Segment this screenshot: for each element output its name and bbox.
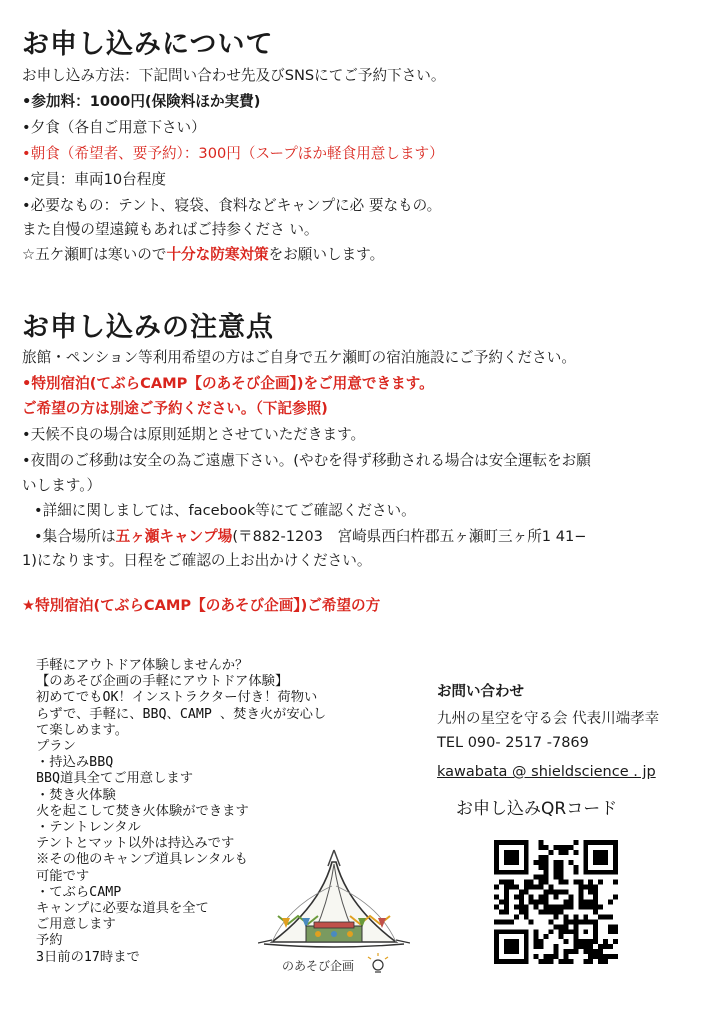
capacity-note: •定員：車両10台程度	[22, 171, 166, 188]
weather-note: •天候不良の場合は原則延期とさせていただきます。	[22, 426, 366, 443]
section-heading-notes: お申し込みの注意点	[22, 312, 274, 343]
special-stay-heading: ★特別宿泊(てぶらCAMP【のあそび企画】)ご希望の方	[22, 597, 381, 614]
camp-plan-line: ・焚き火体験	[36, 787, 116, 803]
lodging-note: 旅館・ペンション等利用希望の方はご自身で五ケ瀬町の宿泊施設にご予約ください。	[22, 349, 576, 366]
night-travel-line1: •夜間のご移動は安全の為ご遠慮下さい。(やむを得ず移動される場合は安全運転をお願	[22, 452, 591, 469]
details-note: •詳細に関しましては、facebook等にてご確認ください。	[34, 502, 416, 519]
camp-plan-line: 3日前の17時まで	[36, 949, 140, 965]
cold-warning-pre: ☆五ケ瀬町は寒いので	[22, 246, 167, 263]
dinner-note: •夕食（各自ご用意下さい）	[22, 119, 206, 136]
telescope-note: また自慢の望遠鏡もあればご持参くださ い。	[22, 221, 319, 238]
meeting-place-line2: 1)になります。日程をご確認の上お出かけください。	[22, 552, 372, 569]
camp-plan-line: ・持込みBBQ	[36, 755, 114, 771]
required-items: •必要なもの：テント、寝袋、食料などキャンプに必 要なもの。	[22, 197, 442, 214]
contact-email[interactable]: kawabata @ shieldscience . jp	[437, 764, 656, 780]
participation-fee: •参加料：1000円(保険料ほか実費)	[22, 93, 261, 110]
section-heading-application: お申し込みについて	[22, 29, 274, 60]
camp-plan-line: 予約	[36, 933, 63, 949]
camp-plan-line: 初めてでもOK！インストラクター付き！荷物い	[36, 690, 318, 706]
breakfast-note: •朝食（希望者、要予約）：300円（スープほか軽食用意します）	[22, 145, 444, 162]
camp-plan-line: キャンプに必要な道具を全て	[36, 901, 209, 916]
camp-plan-line: ・テントレンタル	[36, 820, 141, 835]
contact-title: お問い合わせ	[437, 684, 524, 700]
application-method: お申し込み方法：下記問い合わせ先及びSNSにてご予約下さい。	[22, 67, 446, 84]
camp-plan-line: ・てぶらCAMP	[36, 884, 122, 900]
qr-code-label: お申し込みQRコード	[456, 799, 618, 819]
camp-plan-line: プラン	[36, 739, 76, 754]
camp-plan-line: 可能です	[36, 868, 90, 884]
cold-warning	[22, 245, 384, 265]
camp-plan-line: ご用意します	[36, 917, 116, 933]
cold-warning-emphasis: 十分な防寒対策	[166, 246, 269, 263]
camp-plan-line: 手軽にアウトドア体験しませんか？	[36, 658, 249, 673]
special-stay-line2: ご希望の方は別途ご予約ください。（下記参照)	[22, 400, 328, 417]
camp-plan-line: ※その他のキャンプ道具レンタルも	[36, 852, 248, 868]
camp-plan-line: テントとマット以外は持込みです	[36, 836, 235, 852]
qr-code[interactable]	[494, 840, 618, 964]
cold-warning-post: をお願いします。	[268, 246, 385, 263]
meeting-place	[34, 527, 587, 547]
camp-plan-line: 火を起こして焚き火体験ができます	[36, 803, 249, 819]
night-travel-line2: いします。）	[22, 477, 102, 494]
contact-phone[interactable]: TEL 090- 2517 -7869	[437, 735, 589, 751]
meeting-place-pre: •集合場所は	[34, 528, 116, 545]
meeting-place-venue: 五ヶ瀬キャンプ場	[115, 528, 233, 545]
special-stay-line1: •特別宿泊(てぶらCAMP【のあそび企画】)をご用意できます。	[22, 375, 434, 392]
contact-organization: 九州の星空を守る会 代表川端孝幸	[437, 711, 660, 727]
camp-plan-line: BBQ道具全てご用意します	[36, 771, 193, 787]
camp-plan-line: らずで、手軽に、BBQ、CAMP 、焚き火が安心し	[36, 706, 327, 722]
meeting-place-address: (〒882-1203 宮崎県西臼杵郡五ヶ瀬町三ヶ所1 41−	[232, 528, 587, 545]
logo-text: のあそび企画	[281, 959, 355, 973]
camp-plan-line: 【のあそび企画の手軽にアウトドア体験】	[36, 674, 289, 690]
camp-plan-line: て楽しめます。	[36, 722, 129, 738]
tent-illustration	[258, 846, 410, 978]
